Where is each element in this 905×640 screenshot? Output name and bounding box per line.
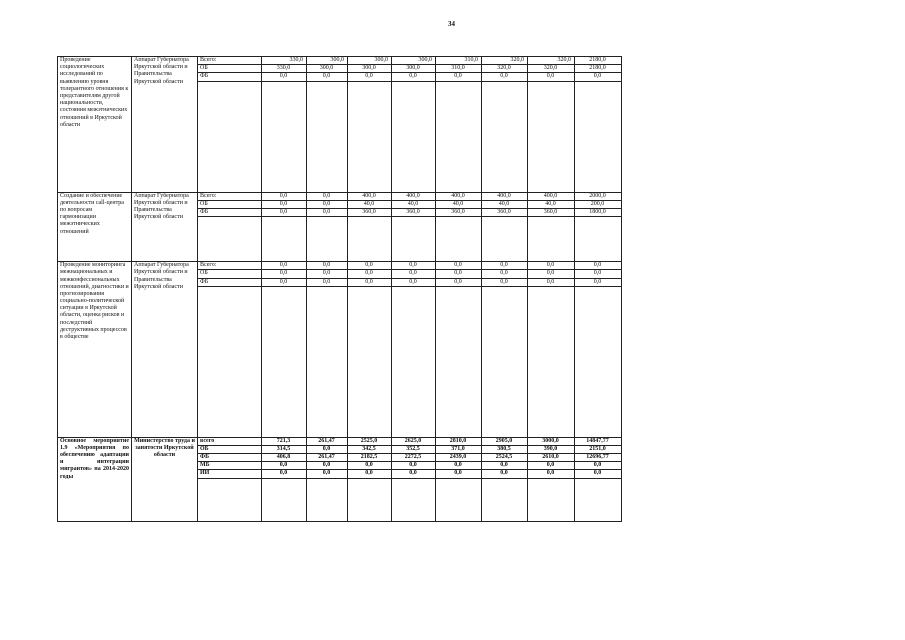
- value-cell: 0,0: [436, 262, 482, 270]
- value-cell: 380,5: [482, 445, 528, 453]
- value-cell: 0,0: [528, 262, 575, 270]
- value-cell: 300,0: [348, 65, 392, 73]
- value-cell: 400,0: [436, 192, 482, 200]
- value-cell: 261,47: [307, 437, 348, 445]
- executor-cell: Аппарат Губернатора Иркутской области и Правительства Иркутской области: [132, 192, 198, 262]
- empty-cell: [262, 217, 307, 262]
- total-cell: 1800,0: [575, 208, 622, 216]
- total-cell: 2151,0: [575, 445, 622, 453]
- total-cell: 200,0: [575, 200, 622, 208]
- value-cell: 0,0: [392, 262, 436, 270]
- executor-cell: Аппарат Губернатора Иркутской области и Правительства Иркутской области: [132, 262, 198, 438]
- empty-cell: [528, 81, 575, 192]
- value-cell: 261,47: [307, 454, 348, 462]
- value-cell: 371,0: [436, 445, 482, 453]
- total-cell: 0,0: [575, 73, 622, 81]
- value-cell: 0,0: [307, 262, 348, 270]
- value-cell: 0,0: [392, 278, 436, 286]
- table-row: [58, 192, 622, 200]
- value-cell: 310,0: [436, 65, 482, 73]
- value-cell: 300,0: [392, 65, 436, 73]
- event-name-cell: Основное мероприятие 1.9 «Мероприятия по обеспечению адаптации и интеграции мигрантов» на 2014-2020 годы: [58, 437, 132, 521]
- empty-cell: [262, 478, 307, 521]
- total-cell: 12696,77: [575, 454, 622, 462]
- empty-cell: [307, 81, 348, 192]
- value-cell: 0,0: [262, 470, 307, 478]
- value-cell: 2810,0: [436, 437, 482, 445]
- source-cell: ОБ: [198, 445, 262, 453]
- value-cell: 400,0: [392, 192, 436, 200]
- event-name-cell: Создание и обеспечение деятельности call-центра по вопросам гармонизации межэтнических отношений: [58, 192, 132, 262]
- funding-table: [57, 56, 622, 522]
- event-name-cell: Проведение социологических исследований по выявлению уровня толерантного отношения к представителям другой национальности, состояния межэтнических отношений в Иркутской области: [58, 57, 132, 193]
- value-cell: 0,0: [392, 270, 436, 278]
- value-cell: 2524,5: [482, 454, 528, 462]
- source-cell: ФБ: [198, 454, 262, 462]
- value-cell: 0,0: [348, 262, 392, 270]
- empty-cell: [198, 81, 262, 192]
- value-cell: 0,0: [482, 270, 528, 278]
- value-cell: 0,0: [392, 73, 436, 81]
- value-cell: 40,0: [482, 200, 528, 208]
- value-cell: 0,0: [307, 470, 348, 478]
- value-cell: 330,0: [262, 57, 307, 65]
- empty-cell: [482, 81, 528, 192]
- source-cell: Всего:: [198, 57, 262, 65]
- value-cell: 0,0: [436, 462, 482, 470]
- value-cell: 320,0: [482, 65, 528, 73]
- value-cell: 0,0: [482, 278, 528, 286]
- value-cell: 0,0: [436, 270, 482, 278]
- value-cell: 0,0: [482, 262, 528, 270]
- value-cell: 0,0: [482, 73, 528, 81]
- value-cell: 314,5: [262, 445, 307, 453]
- empty-cell: [392, 478, 436, 521]
- source-cell: ФБ: [198, 73, 262, 81]
- value-cell: 0,0: [528, 73, 575, 81]
- value-cell: 320,0: [528, 65, 575, 73]
- value-cell: 360,0: [528, 208, 575, 216]
- executor-cell: Аппарат Губернатора Иркутской области и Правительства Иркутской области: [132, 57, 198, 193]
- value-cell: 0,0: [348, 470, 392, 478]
- value-cell: 360,0: [392, 208, 436, 216]
- value-cell: 0,0: [307, 445, 348, 453]
- value-cell: 0,0: [307, 192, 348, 200]
- value-cell: 40,0: [528, 200, 575, 208]
- value-cell: 2272,5: [392, 454, 436, 462]
- total-cell: 0,0: [575, 270, 622, 278]
- value-cell: 390,0: [528, 445, 575, 453]
- value-cell: 0,0: [348, 73, 392, 81]
- value-cell: 0,0: [262, 278, 307, 286]
- empty-cell: [198, 286, 262, 437]
- empty-cell: [392, 217, 436, 262]
- empty-cell: [436, 81, 482, 192]
- value-cell: 0,0: [307, 200, 348, 208]
- table-row: [58, 57, 622, 65]
- source-cell: ИИ: [198, 470, 262, 478]
- value-cell: 320,0: [482, 57, 528, 65]
- empty-cell: [482, 286, 528, 437]
- value-cell: 721,3: [262, 437, 307, 445]
- value-cell: 2439,0: [436, 454, 482, 462]
- value-cell: 360,0: [348, 208, 392, 216]
- total-cell: 0,0: [575, 470, 622, 478]
- value-cell: 320,0: [528, 57, 575, 65]
- value-cell: 342,5: [348, 445, 392, 453]
- empty-cell: [392, 286, 436, 437]
- empty-cell: [575, 286, 622, 437]
- empty-cell: [198, 478, 262, 521]
- value-cell: 0,0: [307, 73, 348, 81]
- empty-cell: [575, 81, 622, 192]
- empty-cell: [307, 286, 348, 437]
- source-cell: ОБ: [198, 200, 262, 208]
- source-cell: ФБ: [198, 208, 262, 216]
- empty-cell: [482, 478, 528, 521]
- value-cell: 300,0: [307, 65, 348, 73]
- value-cell: 0,0: [307, 278, 348, 286]
- page-number: 34: [448, 20, 455, 28]
- value-cell: 2525,0: [348, 437, 392, 445]
- empty-cell: [528, 217, 575, 262]
- empty-cell: [575, 217, 622, 262]
- value-cell: 0,0: [262, 462, 307, 470]
- empty-cell: [436, 478, 482, 521]
- empty-cell: [392, 81, 436, 192]
- value-cell: 0,0: [307, 270, 348, 278]
- value-cell: 3000,0: [528, 437, 575, 445]
- value-cell: 40,0: [436, 200, 482, 208]
- value-cell: 0,0: [262, 262, 307, 270]
- value-cell: 0,0: [528, 270, 575, 278]
- empty-cell: [348, 81, 392, 192]
- value-cell: 360,0: [436, 208, 482, 216]
- empty-cell: [262, 81, 307, 192]
- empty-cell: [262, 286, 307, 437]
- value-cell: 2905,0: [482, 437, 528, 445]
- value-cell: 0,0: [482, 470, 528, 478]
- value-cell: 360,0: [482, 208, 528, 216]
- empty-cell: [436, 286, 482, 437]
- empty-cell: [436, 217, 482, 262]
- total-cell: 14847,77: [575, 437, 622, 445]
- value-cell: 0,0: [528, 470, 575, 478]
- value-cell: 300,0: [307, 57, 348, 65]
- empty-cell: [307, 217, 348, 262]
- empty-cell: [348, 217, 392, 262]
- value-cell: 0,0: [528, 278, 575, 286]
- empty-cell: [528, 286, 575, 437]
- value-cell: 40,0: [348, 200, 392, 208]
- value-cell: 0,0: [348, 278, 392, 286]
- empty-cell: [575, 478, 622, 521]
- total-cell: 2180,0: [575, 57, 622, 65]
- value-cell: 406,8: [262, 454, 307, 462]
- source-cell: МБ: [198, 462, 262, 470]
- value-cell: 2182,5: [348, 454, 392, 462]
- source-cell: ОБ: [198, 270, 262, 278]
- value-cell: 352,5: [392, 445, 436, 453]
- value-cell: 0,0: [436, 73, 482, 81]
- value-cell: 40,0: [392, 200, 436, 208]
- event-name-cell: Проведение мониторинга межнациональных и межконфессиональных отношений, диагностики и прогнозирования социально-политической ситуации в Иркутской области, оценка рисков и последствий деструктивных процессов в обществе: [58, 262, 132, 438]
- empty-cell: [198, 217, 262, 262]
- empty-cell: [482, 217, 528, 262]
- value-cell: 0,0: [482, 462, 528, 470]
- empty-cell: [307, 478, 348, 521]
- value-cell: 2610,0: [528, 454, 575, 462]
- value-cell: 300,0: [392, 57, 436, 65]
- value-cell: 0,0: [392, 470, 436, 478]
- source-cell: Всего:: [198, 262, 262, 270]
- value-cell: 0,0: [262, 73, 307, 81]
- value-cell: 0,0: [348, 462, 392, 470]
- source-cell: ФБ: [198, 278, 262, 286]
- total-cell: 0,0: [575, 262, 622, 270]
- table-row: [58, 437, 622, 445]
- value-cell: 0,0: [307, 462, 348, 470]
- value-cell: 0,0: [436, 278, 482, 286]
- table-row: [58, 262, 622, 270]
- value-cell: 310,0: [436, 57, 482, 65]
- value-cell: 400,0: [528, 192, 575, 200]
- value-cell: 0,0: [262, 192, 307, 200]
- value-cell: 0,0: [307, 208, 348, 216]
- value-cell: 0,0: [436, 470, 482, 478]
- source-cell: ОБ: [198, 65, 262, 73]
- total-cell: 0,0: [575, 462, 622, 470]
- value-cell: 0,0: [262, 208, 307, 216]
- value-cell: 0,0: [262, 200, 307, 208]
- value-cell: 0,0: [392, 462, 436, 470]
- value-cell: 400,0: [482, 192, 528, 200]
- empty-cell: [348, 286, 392, 437]
- total-cell: 0,0: [575, 278, 622, 286]
- value-cell: 0,0: [348, 270, 392, 278]
- total-cell: 2180,0: [575, 65, 622, 73]
- value-cell: 0,0: [262, 270, 307, 278]
- empty-cell: [348, 478, 392, 521]
- value-cell: 0,0: [528, 462, 575, 470]
- empty-cell: [528, 478, 575, 521]
- total-cell: 2000,0: [575, 192, 622, 200]
- source-cell: всего: [198, 437, 262, 445]
- executor-cell: Министерство труда и занятости Иркутской области: [132, 437, 198, 521]
- value-cell: 330,0: [262, 65, 307, 73]
- value-cell: 2625,0: [392, 437, 436, 445]
- value-cell: 300,0: [348, 57, 392, 65]
- value-cell: 400,0: [348, 192, 392, 200]
- source-cell: Всего:: [198, 192, 262, 200]
